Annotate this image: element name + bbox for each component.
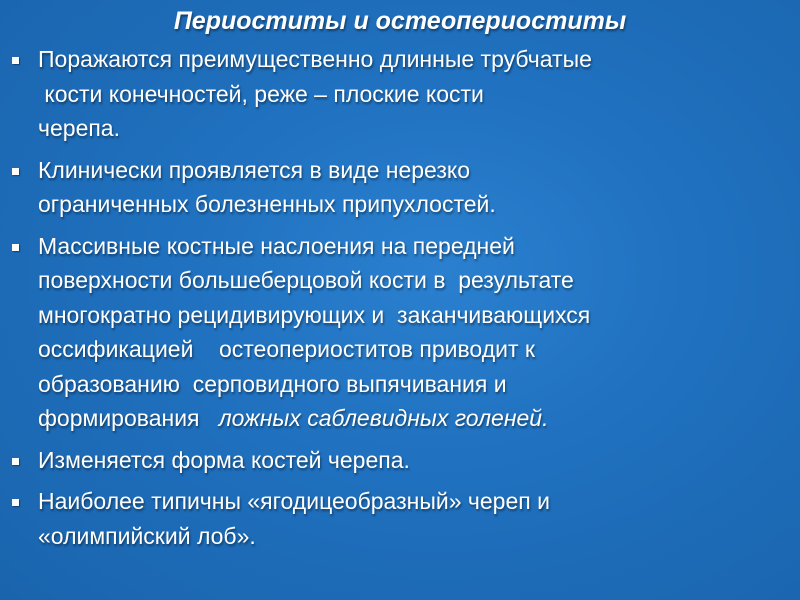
bullet-line: Поражаются преимущественно длинные трубчатые bbox=[38, 46, 592, 72]
bullet-line: Наиболее типичны «ягодицеобразный» череп и bbox=[38, 488, 550, 514]
square-bullet-icon bbox=[12, 244, 19, 251]
bullet-item bbox=[0, 484, 800, 553]
bullet-line: Клинически проявляется в виде нерезко bbox=[38, 156, 471, 183]
bullet-line: поверхности большеберцовой кости в результате bbox=[38, 267, 574, 293]
bullet-item bbox=[0, 153, 800, 222]
bullet-list bbox=[0, 42, 800, 560]
square-bullet-icon bbox=[12, 458, 19, 465]
bullet-line: кости конечностей, реже – плоские кости bbox=[38, 80, 484, 107]
bullet-line: «олимпийский лоб». bbox=[38, 522, 256, 549]
square-bullet-icon bbox=[12, 168, 19, 175]
bullet-line: Изменяется форма костей черепа. bbox=[38, 446, 410, 473]
bullet-line-italic: ложных саблевидных голеней. bbox=[218, 405, 549, 431]
bullet-line: многократно рецидивирующих и заканчивающихся bbox=[38, 301, 591, 328]
bullet-line-plain: формирования bbox=[38, 405, 219, 431]
bullet-line: черепа. bbox=[38, 115, 120, 141]
bullet-item bbox=[0, 229, 800, 436]
slide-title: Периоститы и остеопериоститы bbox=[173, 7, 627, 35]
bullet-line-mixed bbox=[38, 401, 784, 436]
bullet-line: оссификацией остеопериоститов приводит к bbox=[38, 336, 535, 362]
bullet-line: образованию серповидного выпячивания и bbox=[38, 370, 507, 397]
bullet-item bbox=[0, 443, 800, 478]
square-bullet-icon bbox=[12, 499, 19, 506]
bullet-item bbox=[0, 42, 800, 146]
bullet-line: ограниченных болезненных припухлостей. bbox=[38, 191, 496, 217]
square-bullet-icon bbox=[12, 57, 19, 64]
bullet-line: Массивные костные наслоения на передней bbox=[38, 232, 515, 259]
